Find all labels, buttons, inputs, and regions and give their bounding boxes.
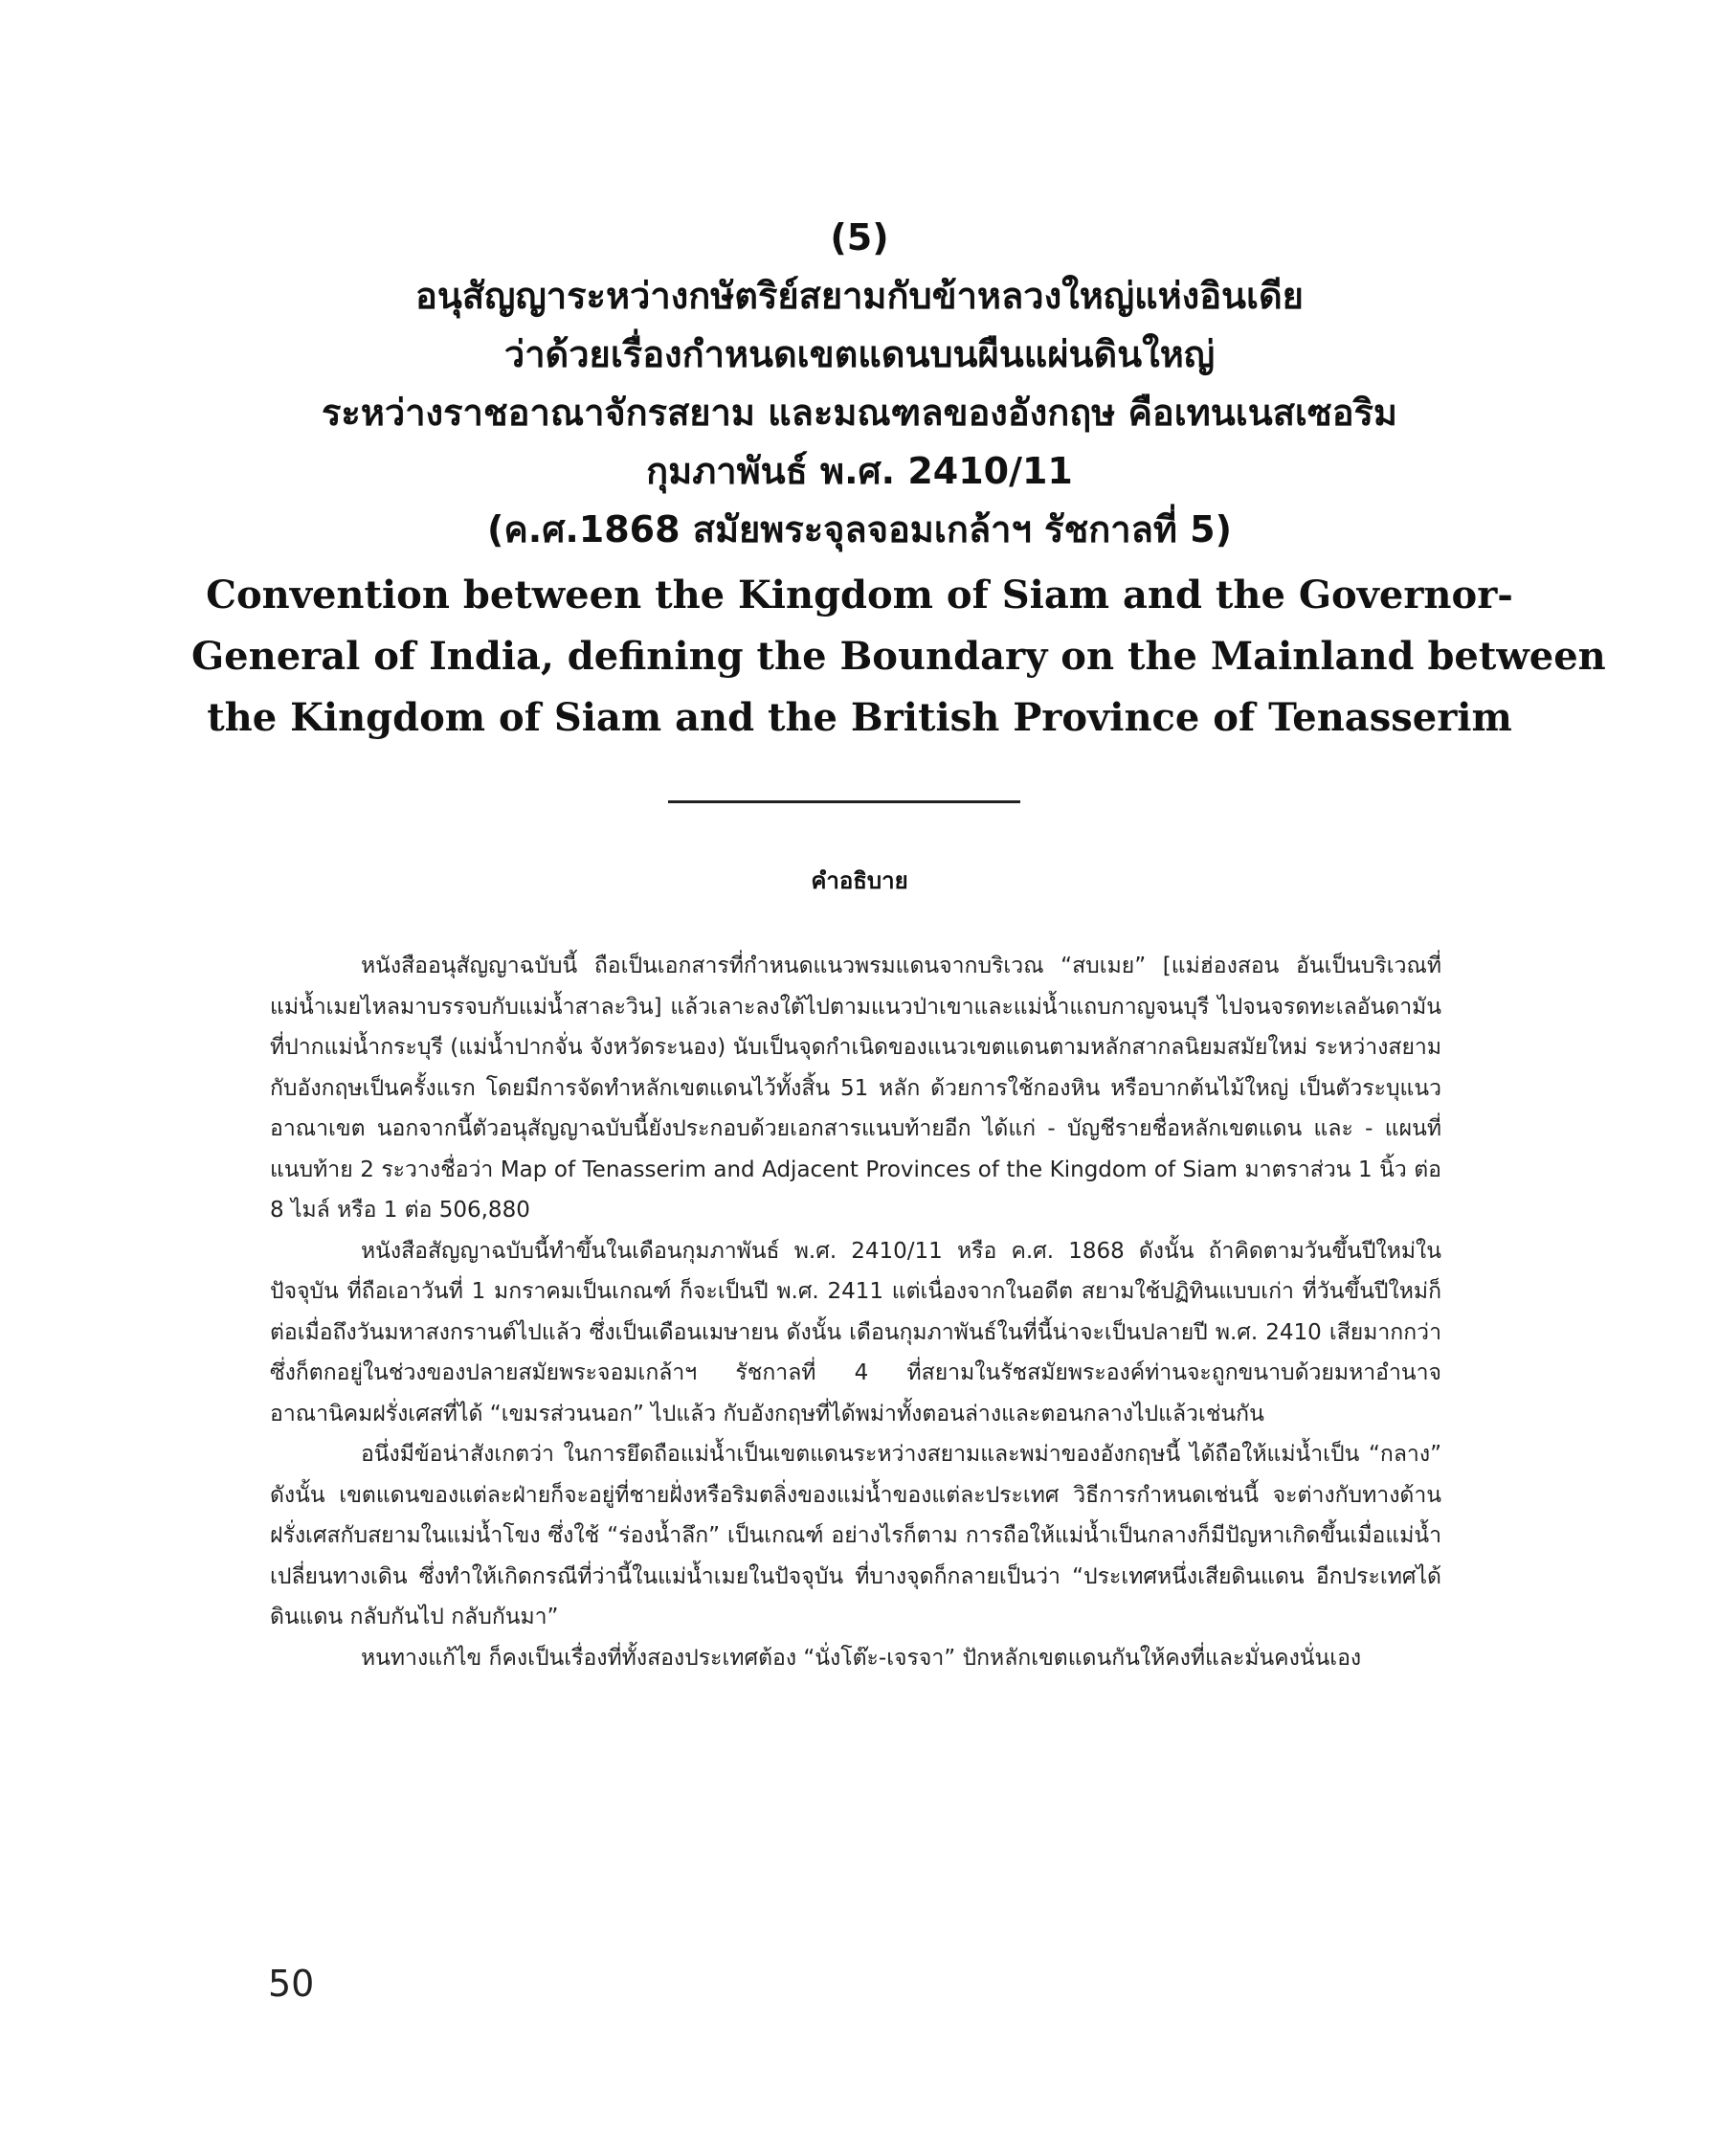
paragraph-2: หนังสือสัญญาฉบับนี้ทำขึ้นในเดือนกุมภาพันธ์ พ.ศ. 2410/11 หรือ ค.ศ. 1868 ดังนั้น ถ้าคิดตามวันขึ้นปีใหม่ในปัจจุบัน ที่ถือเอาวันที่ 1 มกราคมเป็นเกณฑ์ ก็จะเป็นปี พ.ศ. 2411 แต่เนื่องจากในอดีต สยามใช้ปฏิทินแบบเก่า ที่วันขึ้นปีใหม่ก็ต่อเมื่อถึงวันมหาสงกรานต์ไปแล้ว ซึ่งเป็นเดือนเมษายน ดังนั้น เดือนกุมภาพันธ์ในที่นี้น่าจะเป็นปลายปี พ.ศ. 2410 เสียมากกว่า ซึ่งก็ตกอยู่ในช่วงของปลายสมัยพระจอมเกล้าฯ รัชกาลที่ 4 ที่สยามในรัชสมัยพระองค์ท่านจะถูกขนาบด้วยมหาอำนาจอาณานิคมฝรั่งเศสที่ได้ “เขมรส่วนนอก” ไปแล้ว กับอังกฤษที่ได้พม่าทั้งตอนล่างและตอนกลางไปแล้วเช่นกัน [270, 1238, 1441, 1426]
paragraph-1: หนังสืออนุสัญญาฉบับนี้ ถือเป็นเอกสารที่กำหนดแนวพรมแดนจากบริเวณ “สบเมย” [แม่ฮ่องสอน อันเป็นบริเวณที่แม่น้ำเมยไหลมาบรรจบกับแม่น้ำสาละวิน] แล้วเลาะลงใต้ไปตามแนวป่าเขาและแม่น้ำแถบกาญจนบุรี ไปจนจรดทะเลอันดามันที่ปากแม่น้ำกระบุรี (แม่น้ำปากจั่น จังหวัดระนอง) นับเป็นจุดกำเนิดของแนวเขตแดนตามหลักสากลนิยมสมัยใหม่ ระหว่างสยามกับอังกฤษเป็นครั้งแรก โดยมีการจัดทำหลักเขตแดนไว้ทั้งสิ้น 51 หลัก ด้วยการใช้กองหิน หรือบากต้นไม้ใหญ่ เป็นตัวระบุแนวอาณาเขต นอกจากนี้ตัวอนุสัญญาฉบับนี้ยังประกอบด้วยเอกสารแนบท้ายอีก ได้แก่ - บัญชีรายชื่อหลักเขตแดน และ - แผนที่แนบท้าย 2 ระวางชื่อว่า Map of Tenasserim and Adjacent Provinces of the Kingdom of Siam มาตราส่วน 1 นิ้ว ต่อ 8 ไมล์ หรือ 1 ต่อ 506,880 [270, 954, 1441, 1223]
document-title [191, 209, 1606, 749]
title-number: (5) [830, 216, 889, 258]
thai-title-line-2: ว่าด้วยเรื่องกำหนดเขตแดนบนผืนแผ่นดินใหญ่ [503, 333, 1216, 375]
thai-title-line-1: อนุสัญญาระหว่างกษัตริย์สยามกับข้าหลวงใหญ่แห่งอินเดีย [415, 275, 1304, 317]
thai-title-line-4: กุมภาพันธ์ พ.ศ. 2410/11 [646, 450, 1073, 492]
english-title-line-1: Convention between the Kingdom of Siam and the Governor- [206, 573, 1513, 618]
english-title [191, 565, 1606, 749]
thai-title-line-3: ระหว่างราชอาณาจักรสยาม และมณฑลของอังกฤษ คือเทนเนสเซอริม [322, 392, 1397, 434]
title-divider [668, 800, 1020, 803]
paragraph-3: อนึ่งมีข้อน่าสังเกตว่า ในการยึดถือแม่น้ำเป็นเขตแดนระหว่างสยามและพม่าของอังกฤษนี้ ได้ถือให้แม่น้ำเป็น “กลาง” ดังนั้น เขตแดนของแต่ละฝ่ายก็จะอยู่ที่ชายฝั่งหรือริมตลิ่งของแม่น้ำของแต่ละประเทศ วิธีการกำหนดเช่นนี้ จะต่างกับทางด้านฝรั่งเศสกับสยามในแม่น้ำโขง ซึ่งใช้ “ร่องน้ำลึก” เป็นเกณฑ์ อย่างไรก็ตาม การถือให้แม่น้ำเป็นกลางก็มีปัญหาเกิดขึ้นเมื่อแม่น้ำเปลี่ยนทางเดิน ซึ่งทำให้เกิดกรณีที่ว่านี้ในแม่น้ำเมยในปัจจุบัน ที่บางจุดก็กลายเป็นว่า “ประเทศหนึ่งเสียดินแดน อีกประเทศได้ดินแดน กลับกันไป กลับกันมา” [270, 1442, 1441, 1629]
thai-title-line-5: (ค.ศ.1868 สมัยพระจุลจอมเกล้าฯ รัชกาลที่ 5) [487, 508, 1232, 550]
paragraph-4: หนทางแก้ไข ก็คงเป็นเรื่องที่ทั้งสองประเทศต้อง “นั่งโต๊ะ-เจรจา” ปักหลักเขตแดนกันให้คงที่และมั่นคงนั่นเอง [361, 1645, 1362, 1671]
english-title-line-2: General of India, defining the Boundary on the Mainland between [191, 634, 1606, 679]
section-heading: คำอธิบาย [811, 867, 908, 894]
page-number: 50 [268, 1963, 315, 2005]
english-title-line-3: the Kingdom of Siam and the British Province of Tenasserim [207, 695, 1512, 740]
body-text [270, 946, 1441, 1678]
